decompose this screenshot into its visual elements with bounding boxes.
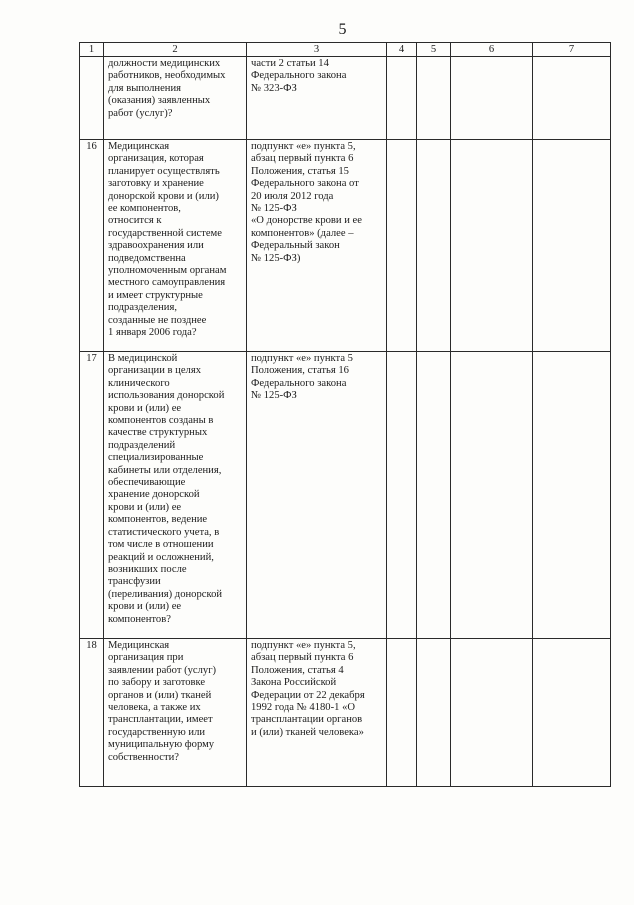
- answer-cell: [533, 352, 611, 639]
- answer-cell: [417, 57, 451, 140]
- table-row: [80, 639, 611, 787]
- question-text: должности медицинских работников, необходимых для выполнения (оказания) заявленных работ (услуг)?: [104, 57, 247, 140]
- column-header: 5: [417, 43, 451, 57]
- table-row: [80, 140, 611, 352]
- legal-reference: подпункт «е» пункта 5, абзац первый пункта 6 Положения, статья 4 Закона Российской Федерации от 22 декабря 1992 года № 4180-1 «О трансплантации органов и (или) тканей человека»: [247, 639, 387, 787]
- row-number: 17: [80, 352, 104, 639]
- answer-cell: [387, 140, 417, 352]
- column-header: 1: [80, 43, 104, 57]
- answer-cell: [451, 639, 533, 787]
- table-row: [80, 57, 611, 140]
- answer-cell: [417, 639, 451, 787]
- page-number: 5: [338, 21, 347, 38]
- legal-reference: части 2 статьи 14 Федерального закона № 323-ФЗ: [247, 57, 387, 140]
- row-number: 18: [80, 639, 104, 787]
- answer-cell: [387, 352, 417, 639]
- answer-cell: [533, 140, 611, 352]
- column-header: 6: [451, 43, 533, 57]
- question-text: Медицинская организация при заявлении работ (услуг) по забору и заготовке органов и (или) тканей человека, а также их трансплантации, имеет государственную или муниципальную форму собственности?: [104, 639, 247, 787]
- answer-cell: [417, 140, 451, 352]
- answer-cell: [387, 639, 417, 787]
- answer-cell: [387, 57, 417, 140]
- column-header: 4: [387, 43, 417, 57]
- column-header: 3: [247, 43, 387, 57]
- answer-cell: [417, 352, 451, 639]
- legal-reference: подпункт «е» пункта 5, абзац первый пункта 6 Положения, статья 15 Федерального закона от 20 июля 2012 года № 125-ФЗ «О донорстве крови и ее компонентов» (далее – Федеральный закон № 125-ФЗ): [247, 140, 387, 352]
- checklist-table: [79, 42, 611, 787]
- answer-cell: [451, 140, 533, 352]
- legal-reference: подпункт «е» пункта 5 Положения, статья 16 Федерального закона № 125-ФЗ: [247, 352, 387, 639]
- row-number: [80, 57, 104, 140]
- question-text: Медицинская организация, которая планирует осуществлять заготовку и хранение донорской крови и (или) ее компонентов, относится к государственной системе здравоохранения или подведомственна уполномоченным органам местного самоуправления и имеет структурные подразделения, созданные не позднее 1 января 2006 года?: [104, 140, 247, 352]
- column-header: 2: [104, 43, 247, 57]
- answer-cell: [533, 57, 611, 140]
- question-text: В медицинской организации в целях клинического использования донорской крови и (или) ее компонентов созданы в качестве структурных подразделений специализированные кабинеты или отделения, обеспечивающие хранение донорской крови и (или) ее компонентов, ведение статистического учета, в том числе в отношении реакций и осложнений, возникших после трансфузии (переливания) донорской крови и (или) ее компонентов?: [104, 352, 247, 639]
- answer-cell: [533, 639, 611, 787]
- answer-cell: [451, 352, 533, 639]
- row-number: 16: [80, 140, 104, 352]
- column-header: 7: [533, 43, 611, 57]
- table-header-row: [80, 43, 611, 57]
- table-row: [80, 352, 611, 639]
- answer-cell: [451, 57, 533, 140]
